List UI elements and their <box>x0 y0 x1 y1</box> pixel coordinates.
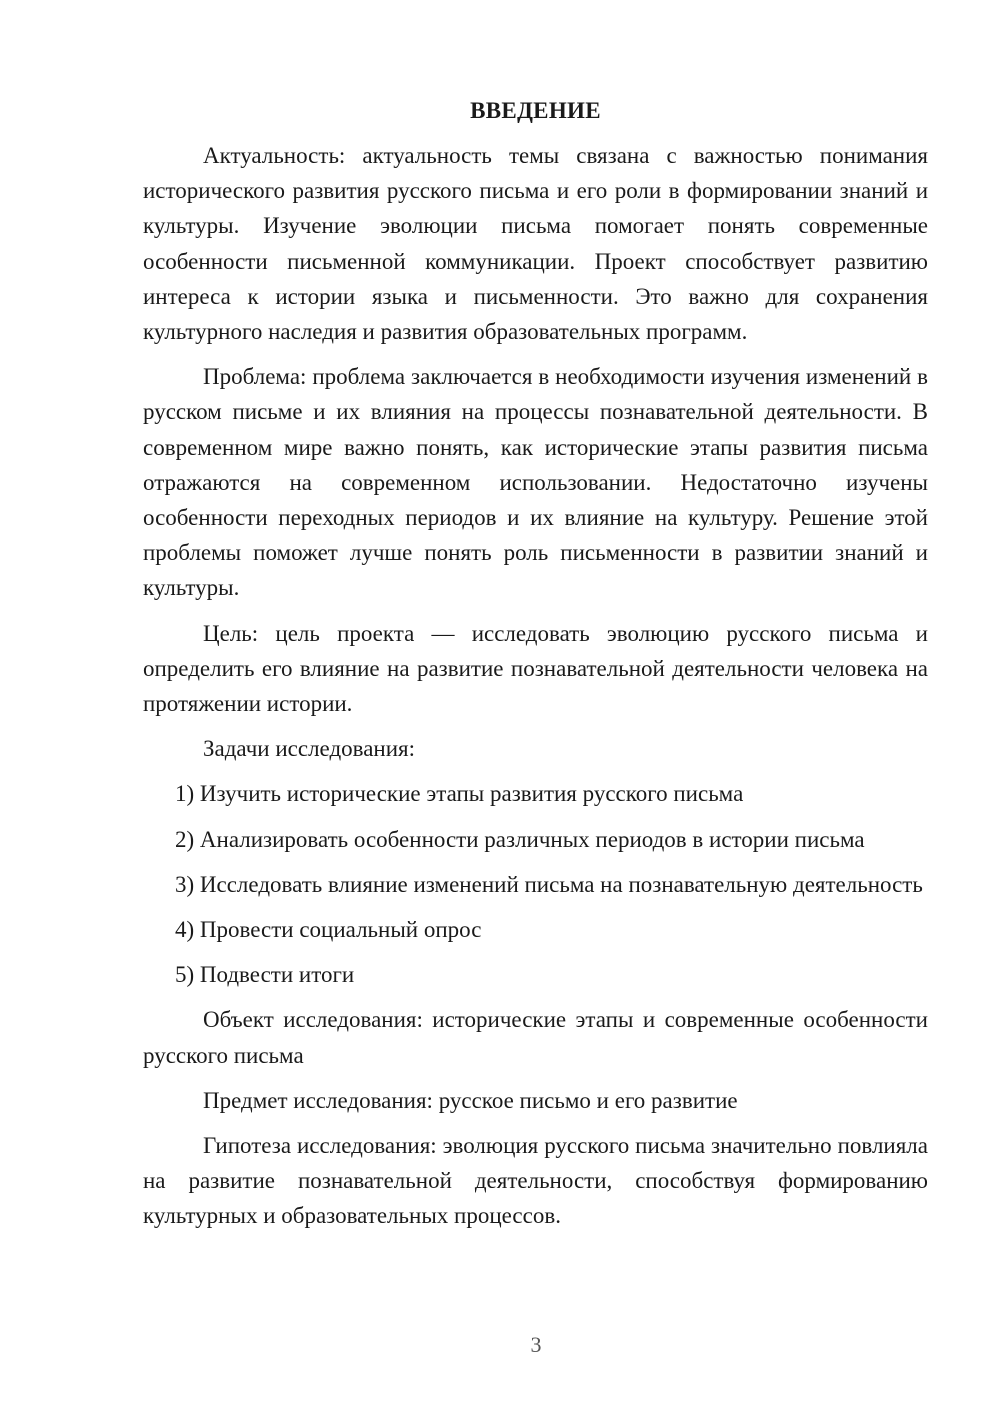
paragraph-object: Объект исследования: исторические этапы и современные особенности русского письма <box>143 1007 928 1068</box>
paragraph-subject: Предмет исследования: русское письмо и его развитие <box>203 1087 738 1113</box>
paragraph-goal: Цель: цель проекта — исследовать эволюцию русского письма и определить его влияние на развитие познавательной деятельности человека на протяжении истории. <box>143 620 928 717</box>
task-item-1: 1) Изучить исторические этапы развития русского письма <box>175 781 744 807</box>
page-title: ВВЕДЕНИЕ <box>470 98 601 123</box>
task-item-5: 5) Подвести итоги <box>175 962 355 988</box>
page-number: 3 <box>530 1332 542 1357</box>
page-content <box>143 96 928 1244</box>
paragraph-tasks-title: Задачи исследования: <box>203 736 416 762</box>
task-item-3: 3) Исследовать влияние изменений письма на познавательную деятельность <box>175 871 923 897</box>
paragraph-problem: Проблема: проблема заключается в необходимости изучения изменений в русском письме и их влияния на процессы познавательной деятельности. В современном мире важно понять, как исторические этапы развития письма отражаются на современном использовании. Недостаточно изучены особенности переходных периодов и их влияние на культуру. Решение этой проблемы поможет лучше понять роль письменности в развитии знаний и культуры. <box>143 364 928 601</box>
task-item-4: 4) Провести социальный опрос <box>175 917 482 943</box>
task-item-2: 2) Анализировать особенности различных периодов в истории письма <box>175 826 865 852</box>
paragraph-hypothesis: Гипотеза исследования: эволюция русского письма значительно повлияла на развитие познавательной деятельности, способствуя формированию культурных и образовательных процессов. <box>143 1133 928 1229</box>
paragraph-relevance: Актуальность: актуальность темы связана с важностью понимания исторического развития русского письма и его роли в формировании знаний и культуры. Изучение эволюции письма помогает понять современные особенности письменной коммуникации. Проект способствует развитию интереса к истории языка и письменности. Это важно для сохранения культурного наследия и развития образовательных программ. <box>143 143 928 345</box>
